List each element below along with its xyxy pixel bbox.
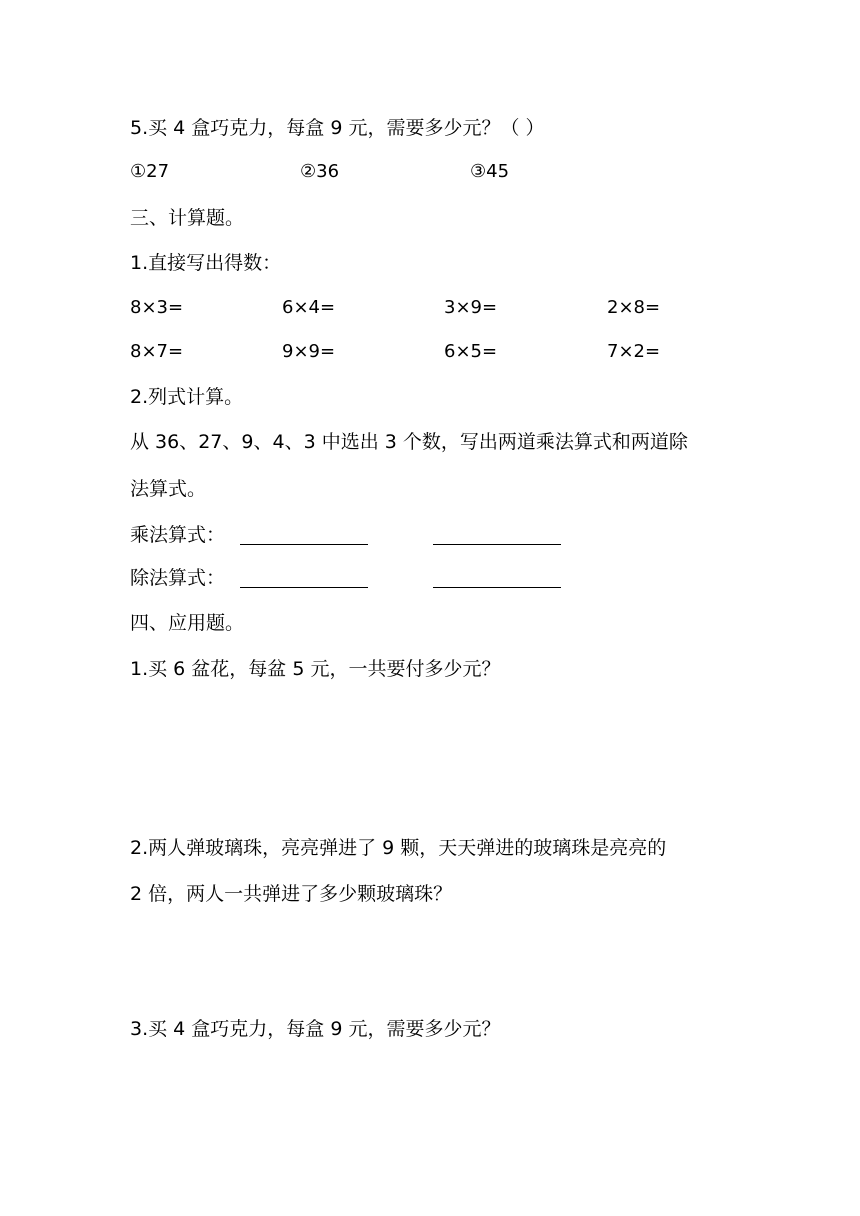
section-3-title: 三、计算题。 bbox=[130, 207, 245, 229]
division-label: 除法算式： bbox=[130, 567, 226, 589]
calc-r1c4: 2×8= bbox=[607, 297, 661, 318]
calc-r1c2: 6×4= bbox=[282, 297, 336, 318]
option-1: ①27 bbox=[130, 161, 170, 182]
question-5: 5.买 4 盒巧克力，每盒 9 元，需要多少元？（ ） bbox=[130, 117, 545, 139]
calc-r2c1: 8×7= bbox=[130, 341, 184, 362]
application-q3: 3.买 4 盒巧克力，每盒 9 元，需要多少元？ bbox=[130, 1018, 501, 1040]
option-3: ③45 bbox=[470, 161, 510, 182]
application-q2-line-1: 2.两人弹玻璃珠，亮亮弹进了 9 颗，天天弹进的玻璃珠是亮亮的 bbox=[130, 837, 667, 859]
calc-r2c3: 6×5= bbox=[444, 341, 498, 362]
calc-r1c1: 8×3= bbox=[130, 297, 184, 318]
application-q2-line-2: 2 倍，两人一共弹进了多少颗玻璃珠？ bbox=[130, 883, 453, 905]
section-3-sub1: 1.直接写出得数： bbox=[130, 252, 282, 274]
application-q1: 1.买 6 盆花，每盆 5 元，一共要付多少元？ bbox=[130, 658, 501, 680]
calc-r1c3: 3×9= bbox=[444, 297, 498, 318]
section-3-sub2-desc-2: 法算式。 bbox=[130, 478, 207, 500]
section-4-title: 四、应用题。 bbox=[130, 612, 245, 634]
multiplication-blank-2[interactable] bbox=[433, 544, 561, 545]
division-blank-1[interactable] bbox=[240, 587, 368, 588]
calc-r2c2: 9×9= bbox=[282, 341, 336, 362]
section-3-sub2: 2.列式计算。 bbox=[130, 386, 244, 408]
multiplication-blank-1[interactable] bbox=[240, 544, 368, 545]
option-2: ②36 bbox=[300, 161, 340, 182]
section-3-sub2-desc-1: 从 36、27、9、4、3 中选出 3 个数，写出两道乘法算式和两道除 bbox=[130, 431, 688, 453]
calc-r2c4: 7×2= bbox=[607, 341, 661, 362]
division-blank-2[interactable] bbox=[433, 587, 561, 588]
multiplication-label: 乘法算式： bbox=[130, 524, 226, 546]
